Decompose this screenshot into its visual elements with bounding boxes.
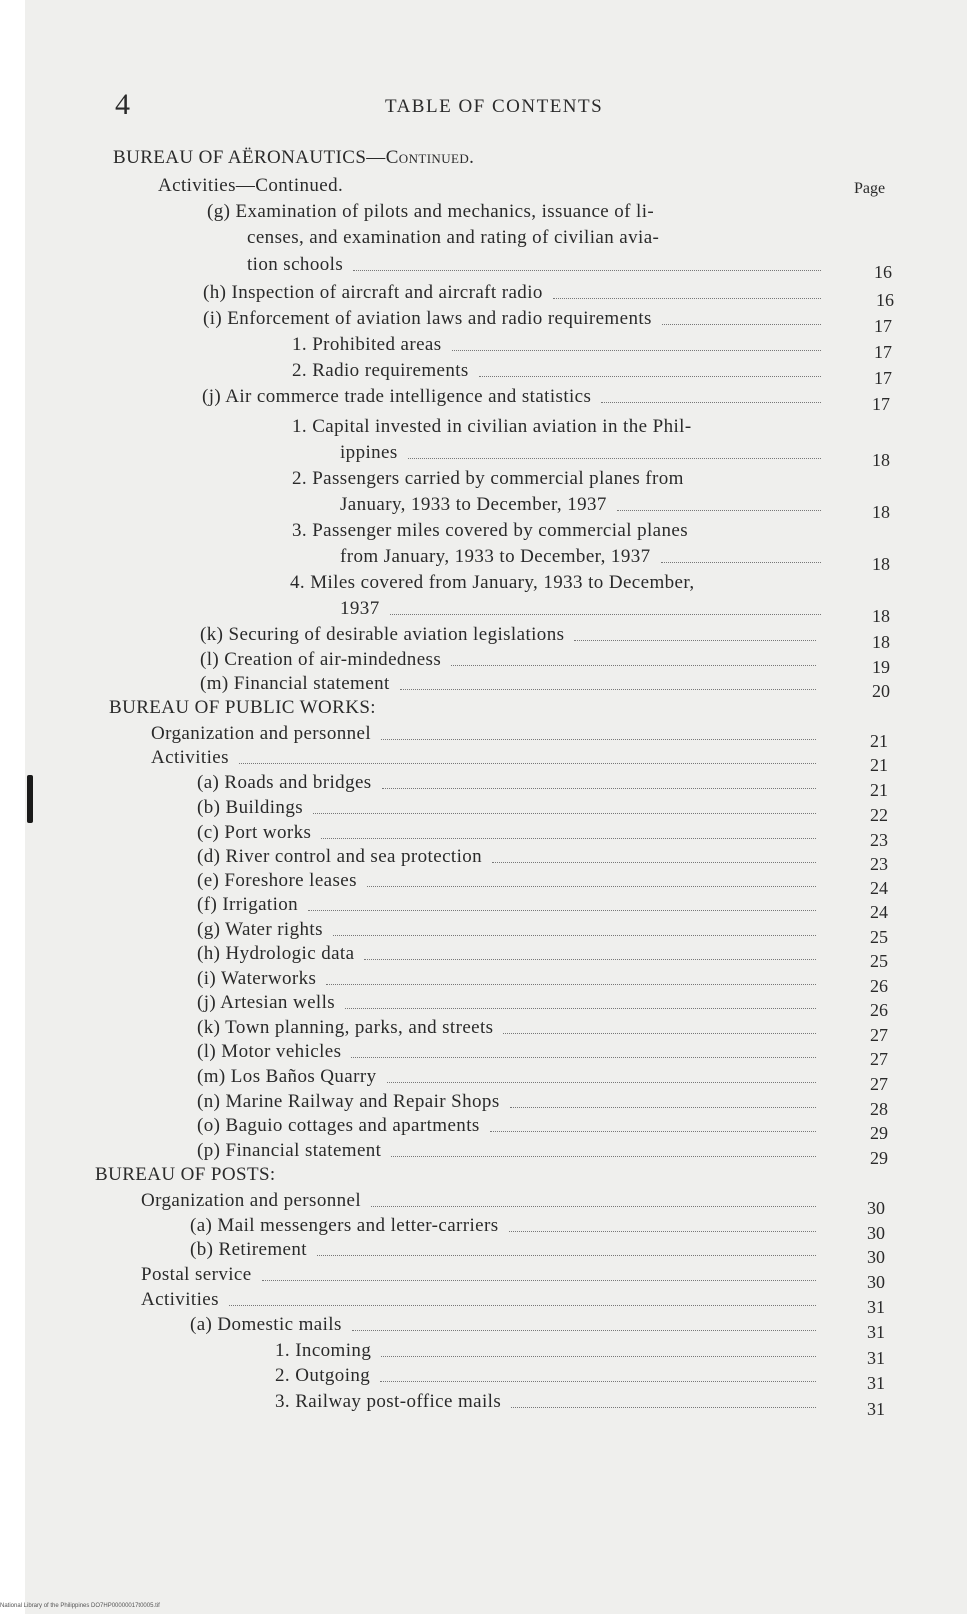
toc-entry [275,1338,820,1363]
toc-entry-text: from January, 1933 to December, 1937 [340,546,651,567]
dot-leader [317,1237,816,1256]
toc-entry [200,647,820,672]
toc-entry [202,384,825,409]
dot-leader [510,1089,816,1108]
dot-leader [662,306,821,325]
toc-entry [207,199,654,224]
dot-leader [239,745,816,764]
toc-page-number: 18 [872,502,890,522]
toc-entry [292,466,684,491]
toc-entry [141,1262,820,1287]
toc-entry-text: 3. Railway post-office mails [275,1391,502,1412]
toc-page-number: 28 [870,1099,888,1119]
toc-entry-text: 1. Prohibited areas [292,334,442,355]
dot-leader [490,1113,816,1132]
toc-entry [151,721,820,746]
dot-leader [553,280,821,299]
toc-entry-text: (e) Foreshore leases [197,870,357,891]
scan-footer: National Library of the Philippines DO7HP00000017t0005.tif [0,1603,160,1609]
toc-entry-text: (k) Securing of desirable aviation legislations [200,624,565,645]
toc-entry [197,966,820,991]
toc-page-number: 24 [870,902,888,922]
dot-leader [352,1312,816,1331]
toc-entry [197,1015,820,1040]
toc-entry-text: (m) Los Baños Quarry [197,1066,377,1087]
toc-page-number: 23 [870,830,888,850]
toc-entry [247,252,825,277]
toc-entry [197,795,820,820]
toc-entry [197,892,820,917]
toc-entry [340,440,825,465]
toc-entry [203,306,825,331]
toc-entry [203,280,825,305]
dot-leader [451,647,816,666]
toc-page-number: 31 [867,1297,885,1317]
toc-entry-text: 1. Capital invested in civilian aviation in the Phil- [292,416,692,437]
toc-entry [340,596,825,621]
dot-leader [400,671,816,690]
page-column-label: Page [854,180,886,197]
toc-entry [197,990,820,1015]
dot-leader [661,544,821,563]
toc-entry [275,1389,820,1414]
toc-entry [290,570,694,595]
toc-entry [340,492,825,517]
toc-page-number: 30 [867,1272,885,1292]
toc-entry-text: (d) River control and sea protection [197,846,483,867]
toc-page-number: 21 [870,755,888,775]
toc-entry [158,173,343,198]
toc-entry-text: 2. Radio requirements [292,360,469,381]
toc-entry [292,414,692,439]
toc-page-number: 30 [867,1198,885,1218]
dot-leader [382,770,816,789]
toc-entry-text: (g) Water rights [197,919,323,940]
toc-entry [200,671,820,696]
toc-entry-text: 4. Miles covered from January, 1933 to December, [290,572,695,593]
dot-leader [511,1389,816,1408]
toc-entry-text: (b) Buildings [197,797,304,818]
dot-leader [381,1338,816,1357]
toc-entry-text: (a) Mail messengers and letter-carriers [190,1215,499,1236]
toc-entry-text: (n) Marine Railway and Repair Shops [197,1091,500,1112]
toc-entry-text: (h) Hydrologic data [197,943,355,964]
toc-entry-text: 1937 [340,598,380,619]
toc-entry [200,622,820,647]
dot-leader [574,622,816,641]
dot-leader [479,358,821,377]
dot-leader [321,820,816,839]
toc-entry-text: (i) Enforcement of aviation laws and radio requirements [203,308,652,329]
toc-entry [340,544,825,569]
toc-page-number: 27 [870,1049,888,1069]
toc-entry-text: (f) Irrigation [197,894,299,915]
dot-leader [452,332,821,351]
dot-leader [391,1138,816,1157]
toc-page-number: 31 [867,1399,885,1419]
toc-entry [113,145,474,170]
toc-entry [275,1363,820,1388]
toc-entry-text: (b) Retirement [190,1239,307,1260]
page-number: 4 [115,88,130,121]
dot-leader [492,844,816,863]
toc-page-number: 21 [870,780,888,800]
binding-edge-mark [27,775,33,823]
dot-leader [503,1015,816,1034]
toc-entry-text: BUREAU OF POSTS: [95,1164,276,1185]
toc-entry-text: Organization and personnel [151,723,372,744]
toc-entry [197,844,820,869]
toc-page-number: 23 [870,854,888,874]
toc-page-number: 17 [874,368,892,388]
toc-page-number: 22 [870,805,888,825]
dot-leader [333,917,816,936]
dot-leader [617,492,821,511]
toc-entry-text: (k) Town planning, parks, and streets [197,1017,494,1038]
toc-entry [197,820,820,845]
toc-page-number: 17 [872,394,890,414]
toc-page-number: 31 [867,1373,885,1393]
toc-entry [197,1064,820,1089]
toc-entry [109,695,376,720]
toc-entry-text: 3. Passenger miles covered by commercial planes [292,520,689,541]
toc-entry-text: (l) Motor vehicles [197,1041,342,1062]
toc-entry-text: Activities [141,1289,219,1310]
toc-page-number: 18 [872,606,890,626]
toc-entry-text: (i) Waterworks [197,968,317,989]
dot-leader [380,1363,816,1382]
dot-leader [371,1188,816,1207]
toc-entry-text: ippines [340,442,398,463]
toc-entry [151,745,820,770]
dot-leader [313,795,816,814]
toc-page-number: 16 [874,262,892,282]
dot-leader [601,384,821,403]
toc-entry-text: 1. Incoming [275,1340,372,1361]
toc-entry-text: BUREAU OF PUBLIC WORKS: [109,697,376,718]
toc-entry [292,518,688,543]
toc-entry-text: (j) Artesian wells [197,992,336,1013]
page-title: TABLE OF CONTENTS [385,96,604,117]
toc-entry-text: BUREAU OF AËRONAUTICS—Continued. [113,147,475,168]
toc-entry [197,917,820,942]
toc-page-number: 25 [870,927,888,947]
dot-leader [345,990,816,1009]
toc-entry-text: (c) Port works [197,822,312,843]
toc-entry-text: (p) Financial statement [197,1140,382,1161]
toc-entry-text: Postal service [141,1264,252,1285]
toc-entry-text: tion schools [247,254,344,275]
toc-page-number: 26 [870,976,888,996]
toc-entry [141,1188,820,1213]
dot-leader [308,892,816,911]
toc-entry-text: (l) Creation of air-mindedness [200,649,442,670]
dot-leader [381,721,816,740]
toc-entry [197,1113,820,1138]
toc-entry-text: (h) Inspection of aircraft and aircraft radio [203,282,543,303]
toc-entry-text: (m) Financial statement [200,673,390,694]
toc-entry-text: Activities—Continued. [158,175,344,196]
toc-entry [197,1138,820,1163]
toc-entry-text: 2. Outgoing [275,1365,371,1386]
toc-entry [197,1089,820,1114]
toc-entry [292,332,825,357]
toc-entry [95,1162,276,1187]
toc-entry-text: censes, and examination and rating of civilian avia- [247,227,660,248]
toc-entry-text: (a) Domestic mails [190,1314,342,1335]
toc-page-number: 17 [874,316,892,336]
toc-entry-text: 2. Passengers carried by commercial planes from [292,468,684,489]
toc-page-number: 31 [867,1322,885,1342]
toc-entry [197,941,820,966]
toc-page-number: 18 [872,450,890,470]
toc-entry-text: January, 1933 to December, 1937 [340,494,607,515]
dot-leader [364,941,816,960]
toc-entry [197,770,820,795]
dot-leader [387,1064,817,1083]
toc-entry [197,1039,820,1064]
dot-leader [408,440,821,459]
toc-page-number: 30 [867,1247,885,1267]
toc-entry-text: (j) Air commerce trade intelligence and statistics [202,386,592,407]
toc-entry-text: (a) Roads and bridges [197,772,372,793]
dot-leader [229,1287,816,1306]
toc-page-number: 18 [872,554,890,574]
toc-entry [292,358,825,383]
toc-entry-text: Organization and personnel [141,1190,362,1211]
toc-page-number: 16 [876,290,894,310]
toc-entry-text: (g) Examination of pilots and mechanics, issuance of li- [207,201,655,222]
dot-leader [367,868,816,887]
toc-page-number: 17 [874,342,892,362]
toc-page-number: 26 [870,1000,888,1020]
toc-page-number: 31 [867,1348,885,1368]
dot-leader [390,596,821,615]
toc-page-number: 29 [870,1123,888,1143]
toc-page-number: 27 [870,1074,888,1094]
dot-leader [509,1213,816,1232]
toc-page-number: 21 [870,731,888,751]
dot-leader [351,1039,816,1058]
toc-entry-text: (o) Baguio cottages and apartments [197,1115,480,1136]
toc-page-number: 30 [867,1223,885,1243]
toc-page-number: 29 [870,1148,888,1168]
toc-entry-text: Activities [151,747,229,768]
toc-entry [247,225,659,250]
toc-page-number: 20 [872,681,890,701]
toc-entry [141,1287,820,1312]
toc-entry [197,868,820,893]
dot-leader [326,966,816,985]
toc-page-number: 19 [872,657,890,677]
toc-page-number: 25 [870,951,888,971]
document-page [25,0,967,1614]
dot-leader [262,1262,816,1281]
toc-entry [190,1237,820,1262]
toc-page-number: 24 [870,878,888,898]
toc-page-number: 27 [870,1025,888,1045]
toc-entry [190,1312,820,1337]
toc-entry [190,1213,820,1238]
toc-page-number: 18 [872,632,890,652]
dot-leader [353,252,821,271]
